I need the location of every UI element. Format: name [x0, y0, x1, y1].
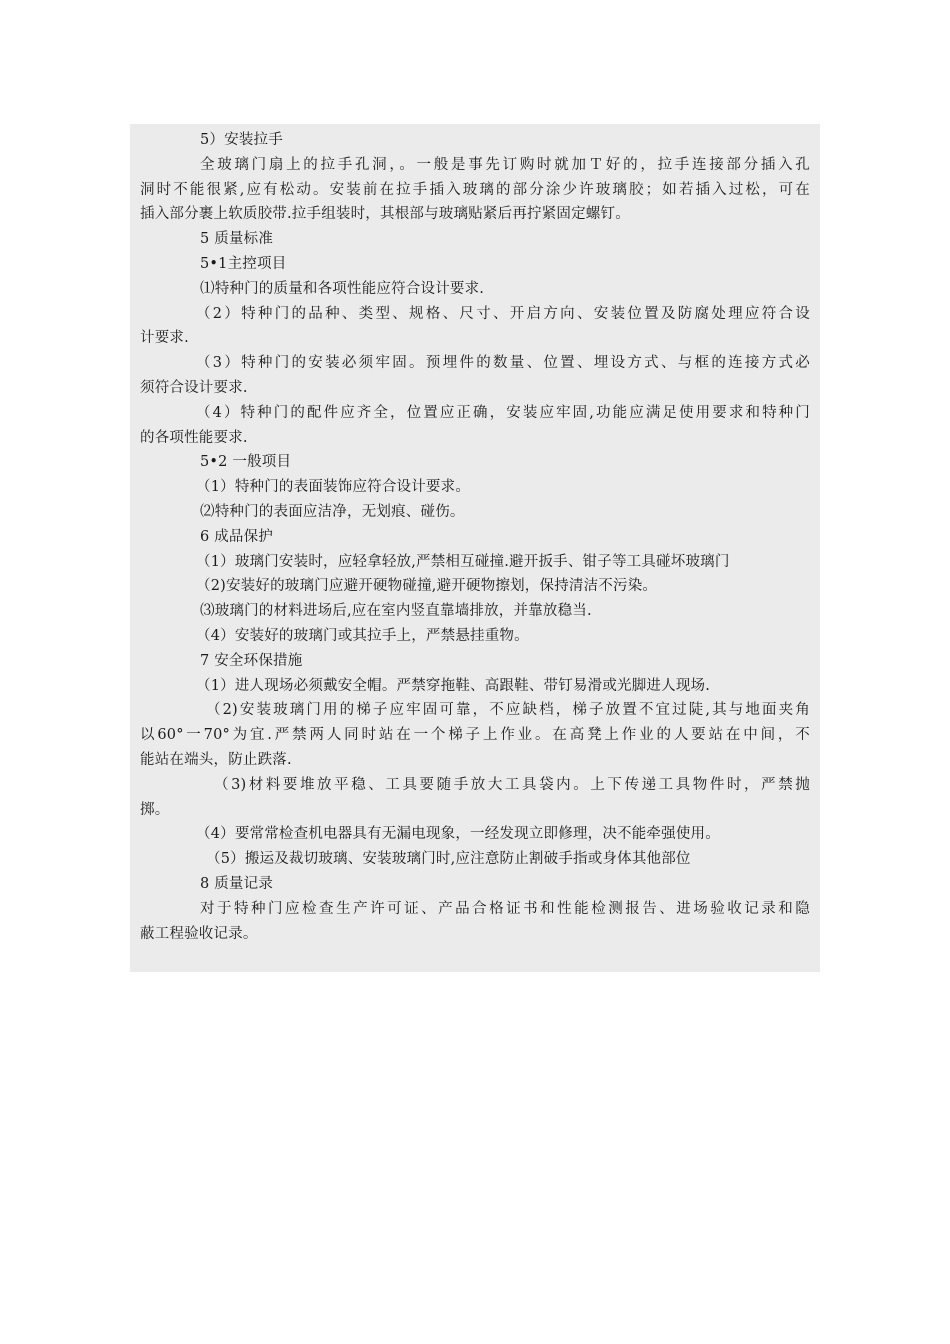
- text-line: （2）特种门的品种、类型、规格、尺寸、开启方向、安装位置及防腐处理应符合设: [196, 305, 810, 322]
- text-line: （1）进人现场必须戴安全帽。严禁穿拖鞋、高跟鞋、带钉易滑或光脚进人现场.: [196, 677, 711, 694]
- text-line: （4）特种门的配件应齐全，位置应正确，安装应牢固,功能应满足使用要求和特种门: [196, 404, 810, 421]
- text-line: 蔽工程验收记录。: [140, 925, 258, 942]
- text-line: 5•2 一般项目: [200, 454, 292, 471]
- text-line: 8 质量记录: [200, 875, 274, 892]
- text-line: （1）玻璃门安装时，应轻拿轻放,严禁相互碰撞.避开扳手、钳子等工具碰坏玻璃门: [196, 553, 730, 570]
- text-line: 5 质量标准: [200, 231, 274, 248]
- text-line: ⑴特种门的质量和各项性能应符合设计要求.: [200, 280, 485, 297]
- document-text-panel: [130, 124, 820, 972]
- text-line: （2)安装玻璃门用的梯子应牢固可靠，不应缺档，梯子放置不宜过陡,其与地面夹角: [206, 702, 810, 719]
- text-line: 全玻璃门扇上的拉手孔洞，。一般是事先订购时就加Ｔ好的，拉手连接部分插入孔: [200, 156, 810, 173]
- text-line: 对于特种门应检查生产许可证、产品合格证书和性能检测报告、进场验收记录和隐: [200, 900, 810, 917]
- text-line: 的各项性能要求.: [140, 429, 248, 446]
- text-line: 须符合设计要求.: [140, 379, 248, 396]
- text-line: （4）安装好的玻璃门或其拉手上，严禁悬挂重物。: [196, 627, 529, 644]
- text-line: 以60°一70°为宜.严禁两人同时站在一个梯子上作业。在高凳上作业的人要站在中间，不: [140, 727, 810, 744]
- text-line: 插入部分裹上软质胶带.拉手组装时，其根部与玻璃贴紧后再拧紧固定螺钉。: [140, 206, 630, 223]
- text-line: 掷。: [140, 801, 170, 818]
- text-line: 6 成品保护: [200, 528, 274, 545]
- text-line: 洞时不能很紧,应有松动。安装前在拉手插入玻璃的部分涂少许玻璃胶；如若插入过松，可在: [140, 181, 810, 198]
- text-line: 5•1主控项目: [200, 255, 287, 272]
- text-line: （4）要常常检查机电器具有无漏电现象，一经发现立即修理，决不能牵强使用。: [196, 826, 720, 843]
- text-line: （1）特种门的表面装饰应符合设计要求。: [196, 479, 471, 496]
- text-line: ⑵特种门的表面应洁净，无划痕、碰伤。: [200, 503, 465, 520]
- text-line: 5）安装拉手: [200, 132, 283, 148]
- text-line: （2)安装好的玻璃门应避开硬物碰撞,避开硬物擦划，保持清洁不污染。: [196, 578, 658, 595]
- text-line: ⑶玻璃门的材料进场后,应在室内竖直靠墙排放，并靠放稳当.: [200, 603, 592, 620]
- text-line: （5）搬运及裁切玻璃、安装玻璃门时,应注意防止割破手指或身体其他部位: [206, 851, 691, 868]
- text-line: 能站在端头，防止跌落.: [140, 751, 292, 768]
- text-line: （3)材料要堆放平稳、工具要随手放大工具袋内。上下传递工具物件时，严禁抛: [214, 776, 810, 793]
- text-line: （3）特种门的安装必须牢固。预埋件的数量、位置、埋设方式、与框的连接方式必: [196, 355, 810, 372]
- text-line: 7 安全环保措施: [200, 652, 303, 669]
- text-line: 计要求.: [140, 330, 189, 347]
